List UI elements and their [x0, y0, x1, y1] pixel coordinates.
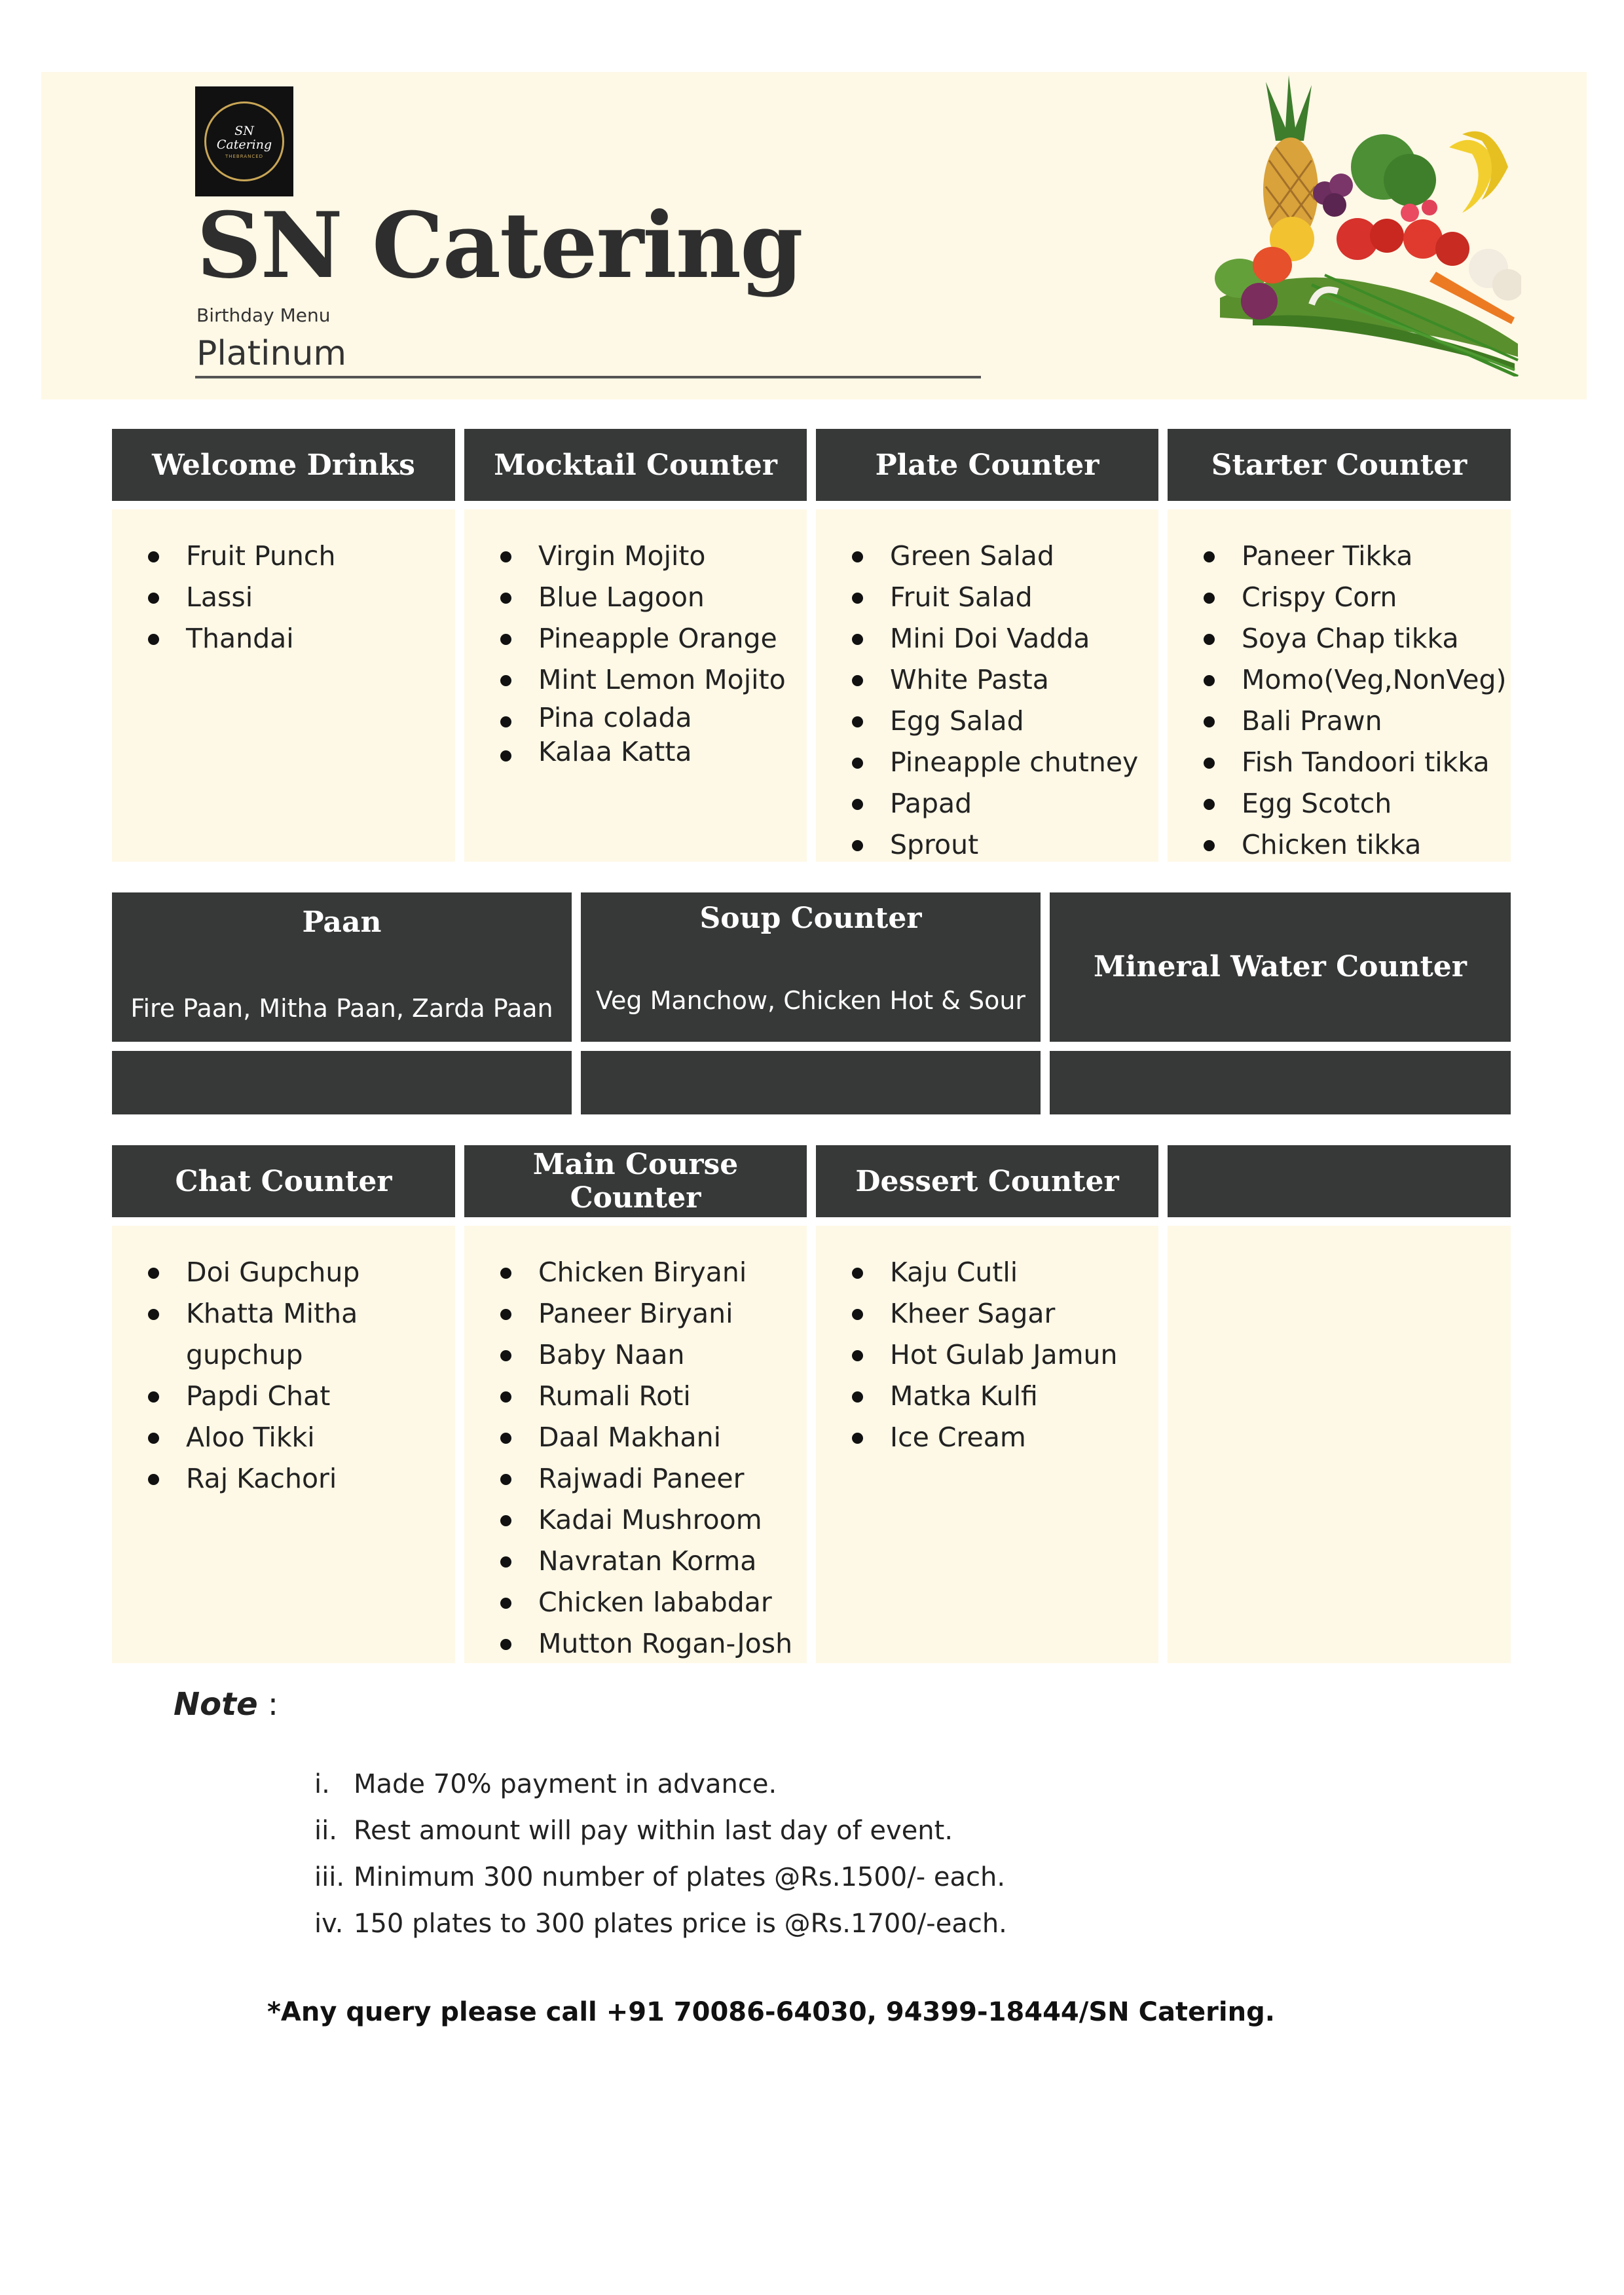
list-item: Hot Gulab Jamun	[816, 1334, 1158, 1376]
note-title: Note	[174, 1686, 258, 1723]
counter-header-welcome-drinks: Welcome Drinks	[112, 429, 455, 501]
item-list	[1168, 536, 1511, 866]
note-item	[314, 1854, 1007, 1901]
counter-header-plate: Plate Counter	[816, 429, 1158, 501]
contact-query: *Any query please call +91 70086-64030, 94399-18444/SN Catering.	[267, 1997, 1275, 2027]
list-item: Soya Chap tikka	[1168, 618, 1511, 659]
counter-header-starter: Starter Counter	[1168, 429, 1511, 501]
tier-underline	[195, 376, 981, 378]
list-item: Khatta Mitha gupchup	[112, 1293, 455, 1376]
list-item: Mint Lemon Mojito	[464, 659, 807, 701]
list-item: Paneer Tikka	[1168, 536, 1511, 577]
note-list	[314, 1761, 1007, 1947]
counter-items-dessert	[816, 1226, 1158, 1663]
logo-subtext: THEBRANCED	[225, 153, 264, 159]
counter-soup	[581, 892, 1041, 1042]
counter-items-mocktail	[464, 509, 807, 862]
list-item: Pineapple Orange	[464, 618, 807, 659]
counter-items-plate	[816, 509, 1158, 862]
list-item: Lassi	[112, 577, 455, 618]
list-item: Aloo Tikki	[112, 1417, 455, 1458]
list-item: Rajwadi Paneer	[464, 1458, 807, 1499]
logo-text: SN Catering	[216, 123, 272, 152]
menu-tier: Platinum	[196, 334, 347, 373]
note-item	[314, 1761, 1007, 1808]
item-list	[464, 1252, 807, 1664]
counter-items-welcome-drinks	[112, 509, 455, 862]
list-item: Egg Scotch	[1168, 783, 1511, 824]
list-item: Crispy Corn	[1168, 577, 1511, 618]
item-list	[464, 536, 807, 769]
note-colon: :	[257, 1686, 279, 1723]
item-list	[816, 1252, 1158, 1458]
counter-header-main-course: Main Course Counter	[464, 1145, 807, 1217]
counter-detail: Veg Manchow, Chicken Hot & Sour	[595, 986, 1026, 1015]
note-item	[314, 1808, 1007, 1854]
logo-emblem	[204, 101, 284, 181]
list-item: Daal Makhani	[464, 1417, 807, 1458]
counter-header-chat: Chat Counter	[112, 1145, 455, 1217]
list-item: Egg Salad	[816, 701, 1158, 742]
note-text: Rest amount will pay within last day of event.	[354, 1816, 953, 1846]
note-number: iv.	[314, 1909, 344, 1939]
list-item: Baby Naan	[464, 1334, 807, 1376]
list-item: Chicken lababdar	[464, 1582, 807, 1623]
logo	[195, 86, 293, 196]
note-heading	[174, 1686, 278, 1723]
counter-items-starter	[1168, 509, 1511, 862]
counter-items-chat	[112, 1226, 455, 1663]
item-list	[112, 1252, 455, 1499]
list-item: Navratan Korma	[464, 1541, 807, 1582]
list-item: Rumali Roti	[464, 1376, 807, 1417]
note-number: ii.	[314, 1816, 337, 1846]
list-item: Paneer Biryani	[464, 1293, 807, 1334]
counter-items-empty	[1168, 1226, 1511, 1663]
vegetable-basket-illustration	[1213, 69, 1521, 376]
list-item: Kaju Cutli	[816, 1252, 1158, 1293]
counter-mineral-water	[1050, 892, 1511, 1042]
counter-paan	[112, 892, 572, 1042]
list-item: Matka Kulfi	[816, 1376, 1158, 1417]
list-item: Kalaa Katta	[464, 735, 807, 769]
list-item: Doi Gupchup	[112, 1252, 455, 1293]
list-item: Pina colada	[464, 701, 807, 735]
list-item: Mini Doi Vadda	[816, 618, 1158, 659]
list-item: Kheer Sagar	[816, 1293, 1158, 1334]
list-item: Mutton Rogan-Josh	[464, 1623, 807, 1664]
item-list	[112, 536, 455, 659]
brand-title: SN Catering	[196, 192, 802, 299]
item-list	[816, 536, 1158, 866]
note-item	[314, 1901, 1007, 1947]
list-item: Papad	[816, 783, 1158, 824]
counter-header-empty	[1168, 1145, 1511, 1217]
list-item: Chicken tikka	[1168, 824, 1511, 866]
counter-header-dessert: Dessert Counter	[816, 1145, 1158, 1217]
counter-items-main-course	[464, 1226, 807, 1663]
note-text: Made 70% payment in advance.	[354, 1769, 777, 1799]
list-item: Virgin Mojito	[464, 536, 807, 577]
list-item: Bali Prawn	[1168, 701, 1511, 742]
counter-title: Mineral Water Counter	[1094, 950, 1467, 983]
counter-title: Paan	[302, 906, 382, 939]
list-item: Papdi Chat	[112, 1376, 455, 1417]
list-item: Raj Kachori	[112, 1458, 455, 1499]
list-item: Green Salad	[816, 536, 1158, 577]
blank-bar	[1050, 1051, 1511, 1114]
note-text: Minimum 300 number of plates @Rs.1500/- each.	[354, 1862, 1006, 1892]
list-item: Sprout	[816, 824, 1158, 866]
list-item: Fish Tandoori tikka	[1168, 742, 1511, 783]
list-item: Chicken Biryani	[464, 1252, 807, 1293]
note-number: i.	[314, 1769, 330, 1799]
list-item: Pineapple chutney	[816, 742, 1158, 783]
list-item: White Pasta	[816, 659, 1158, 701]
note-number: iii.	[314, 1862, 345, 1892]
list-item: Ice Cream	[816, 1417, 1158, 1458]
list-item: Momo(Veg,NonVeg)	[1168, 659, 1511, 701]
list-item: Thandai	[112, 618, 455, 659]
list-item: Kadai Mushroom	[464, 1499, 807, 1541]
list-item: Fruit Salad	[816, 577, 1158, 618]
counter-title: Soup Counter	[699, 902, 922, 935]
counter-detail: Fire Paan, Mitha Paan, Zarda Paan	[130, 994, 553, 1023]
menu-subtitle: Birthday Menu	[196, 304, 331, 326]
blank-bar	[112, 1051, 572, 1114]
note-text: 150 plates to 300 plates price is @Rs.1700/-each.	[354, 1909, 1007, 1939]
blank-bar	[581, 1051, 1041, 1114]
list-item: Blue Lagoon	[464, 577, 807, 618]
header-banner	[41, 72, 1587, 399]
counter-header-mocktail: Mocktail Counter	[464, 429, 807, 501]
list-item: Fruit Punch	[112, 536, 455, 577]
